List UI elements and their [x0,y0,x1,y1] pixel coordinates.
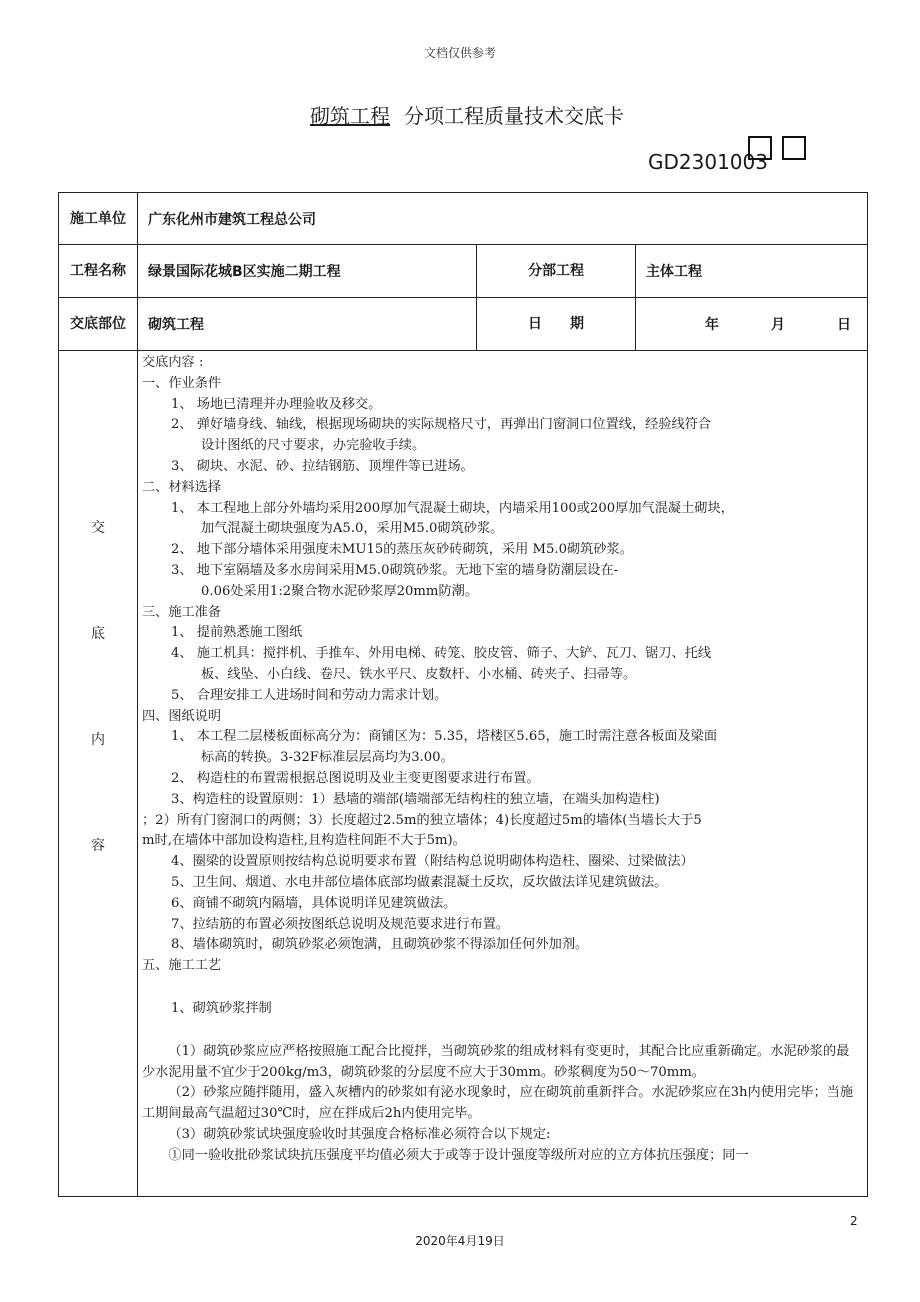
content-line: 0.06处采用1:2聚合物水泥砂浆厚20mm防潮。 [201,583,479,599]
content-line: 四、图纸说明 [142,708,222,724]
box-glyph-icon [782,136,806,160]
content-line: 设计图纸的尺寸要求，办完验收手续。 [201,438,426,454]
disclosure-form-table [58,192,868,1197]
subproject-label: 分部工程 [477,245,636,298]
content-side-label [59,351,138,1197]
content-line: ；2）所有门窗洞口的两侧；3）长度超过2.5m的独立墙体；4)长度超过5m的墙体(当墙长大于5 [142,812,702,828]
content-spacer [142,1020,861,1042]
content-line: 板、线坠、小白线、卷尺、铁水平尺、皮数杆、小水桶、砖夹子、扫帚等。 [201,666,637,682]
side-char: 底 [91,626,105,642]
content-line: 1、砌筑砂浆拌制 [171,1000,272,1016]
part-value: 砌筑工程 [138,298,477,351]
document-code: GD2301003 [648,150,768,174]
content-line: ①同一验收批砂浆试块抗压强度平均值必须大于或等于设计强度等级所对应的立方体抗压强度；同一 [168,1147,749,1163]
content-line: 5、 合理安排工人进场时间和劳动力需求计划。 [171,687,448,703]
content-line: 3、构造柱的设置原则：1）悬墙的端部(墙端部无结构柱的独立墙，在端头加构造柱) [171,791,660,807]
page-number: 2 [850,1214,858,1228]
content-line: 4、 施工机具：搅拌机、手推车、外用电梯、砖笼、胶皮管、筛子、大铲、瓦刀、锯刀、托线 [171,646,712,662]
content-line: （2）砂浆应随拌随用，盛入灰槽内的砂浆如有泌水现象时，应在砌筑前重新拌合。水泥砂浆应在3h内使用完毕；当施工期间最高气温超过30℃时，应在拌成后2h内使用完毕。 [142,1085,854,1122]
footer-date: 2020年4月19日 [415,1234,505,1248]
content-line: 1、 提前熟悉施工图纸 [171,625,303,641]
content-line: m时,在墙体中部加设构造柱,且构造柱间距不大于5m)。 [142,833,466,849]
row-content [59,351,868,1197]
content-line: 3、 地下室隔墙及多水房间采用M5.0砌筑砂浆。无地下室的墙身防潮层设在- [171,562,619,578]
side-char: 交 [91,520,105,536]
content-line: 2、 地下部分墙体采用强度未MU15的蒸压灰砂砖砌筑，采用 M5.0砌筑砂浆。 [171,542,633,558]
content-line: 二、材料选择 [142,479,222,495]
date-day: 日 [837,317,852,333]
content-line: 三、施工准备 [142,604,222,620]
content-spacer [142,977,861,999]
content-line: 五、施工工艺 [142,958,222,974]
content-line: 4、圈梁的设置原则按结构总说明要求布置（附结构总说明砌体构造柱、圈梁、过梁做法） [171,854,694,870]
side-char: 内 [91,732,105,748]
part-label: 交底部位 [59,298,138,351]
subproject-value: 主体工程 [636,245,868,298]
content-line: 1、 场地已清理并办理验收及移交。 [171,396,382,412]
content-line: 2、 构造柱的布置需根据总图说明及业主变更图要求进行布置。 [171,770,540,786]
content-line: 1、 本工程二层楼板面标高分为：商铺区为：5.35，塔楼区5.65，施工时需注意各板面及梁面 [171,729,718,745]
content-line: 加气混凝土砌块强度为A5.0，采用M5.0砌筑砂浆。 [201,521,504,537]
title-suffix: 分项工程质量技术交底卡 [404,104,624,128]
content-line: 6、商铺不砌筑内隔墙，具体说明详见建筑做法。 [171,895,457,911]
box-glyphs [748,136,806,160]
document-title [0,100,920,129]
unit-label: 施工单位 [59,193,138,245]
content-line: （3）砌筑砂浆试块强度验收时其强度合格标准必须符合以下规定: [168,1126,551,1142]
content-line: 一、作业条件 [142,375,222,391]
content-line: 交底内容 : [142,355,204,370]
content-body [138,351,868,1197]
unit-value: 广东化州市建筑工程总公司 [138,193,868,245]
content-line: （1）砌筑砂浆应应严格按照施工配合比搅拌，当砌筑砂浆的组成材料有变更时，其配合比应重新确定。水泥砂浆的最少水泥用量不宜少于200kg/m3，砌筑砂浆的分层度不应大于30mm。砂浆稠度为50～70mm。 [142,1043,850,1080]
date-label: 日 期 [477,298,636,351]
title-underlined-prefix: 砌筑工程 [310,104,390,128]
row-project [59,245,868,298]
project-label: 工程名称 [59,245,138,298]
header-note: 文档仅供参考 [423,46,496,60]
side-char: 容 [91,838,105,854]
content-line: 8、墙体砌筑时，砌筑砂浆必须饱满，且砌筑砂浆不得添加任何外加剂。 [171,937,589,953]
box-glyph-icon [748,136,772,160]
content-line: 2、 弹好墙身线、轴线，根据现场砌块的实际规格尺寸，再弹出门窗洞口位置线，经验线符合 [171,417,712,433]
row-unit [59,193,868,245]
content-line: 3、 砌块、水泥、砂、拉结钢筋、顶埋件等已进场。 [171,458,474,474]
date-month: 月 [771,317,786,333]
content-line: 5、卫生间、烟道、水电井部位墙体底部均做素混凝土反坎，反坎做法详见建筑做法。 [171,874,668,890]
date-year: 年 [705,317,720,333]
content-line: 1、 本工程地上部分外墙均采用200厚加气混凝土砌块，内墙采用100或200厚加气混凝土砌块， [171,500,734,516]
project-value: 绿景国际花城B区实施二期工程 [138,245,477,298]
content-line: 7、拉结筋的布置必须按图纸总说明及规范要求进行布置。 [171,916,510,932]
row-part [59,298,868,351]
date-value [636,298,868,351]
content-line: 标高的转换。3-32F标准层层高均为3.00。 [201,750,454,766]
content-lines [138,351,867,1166]
